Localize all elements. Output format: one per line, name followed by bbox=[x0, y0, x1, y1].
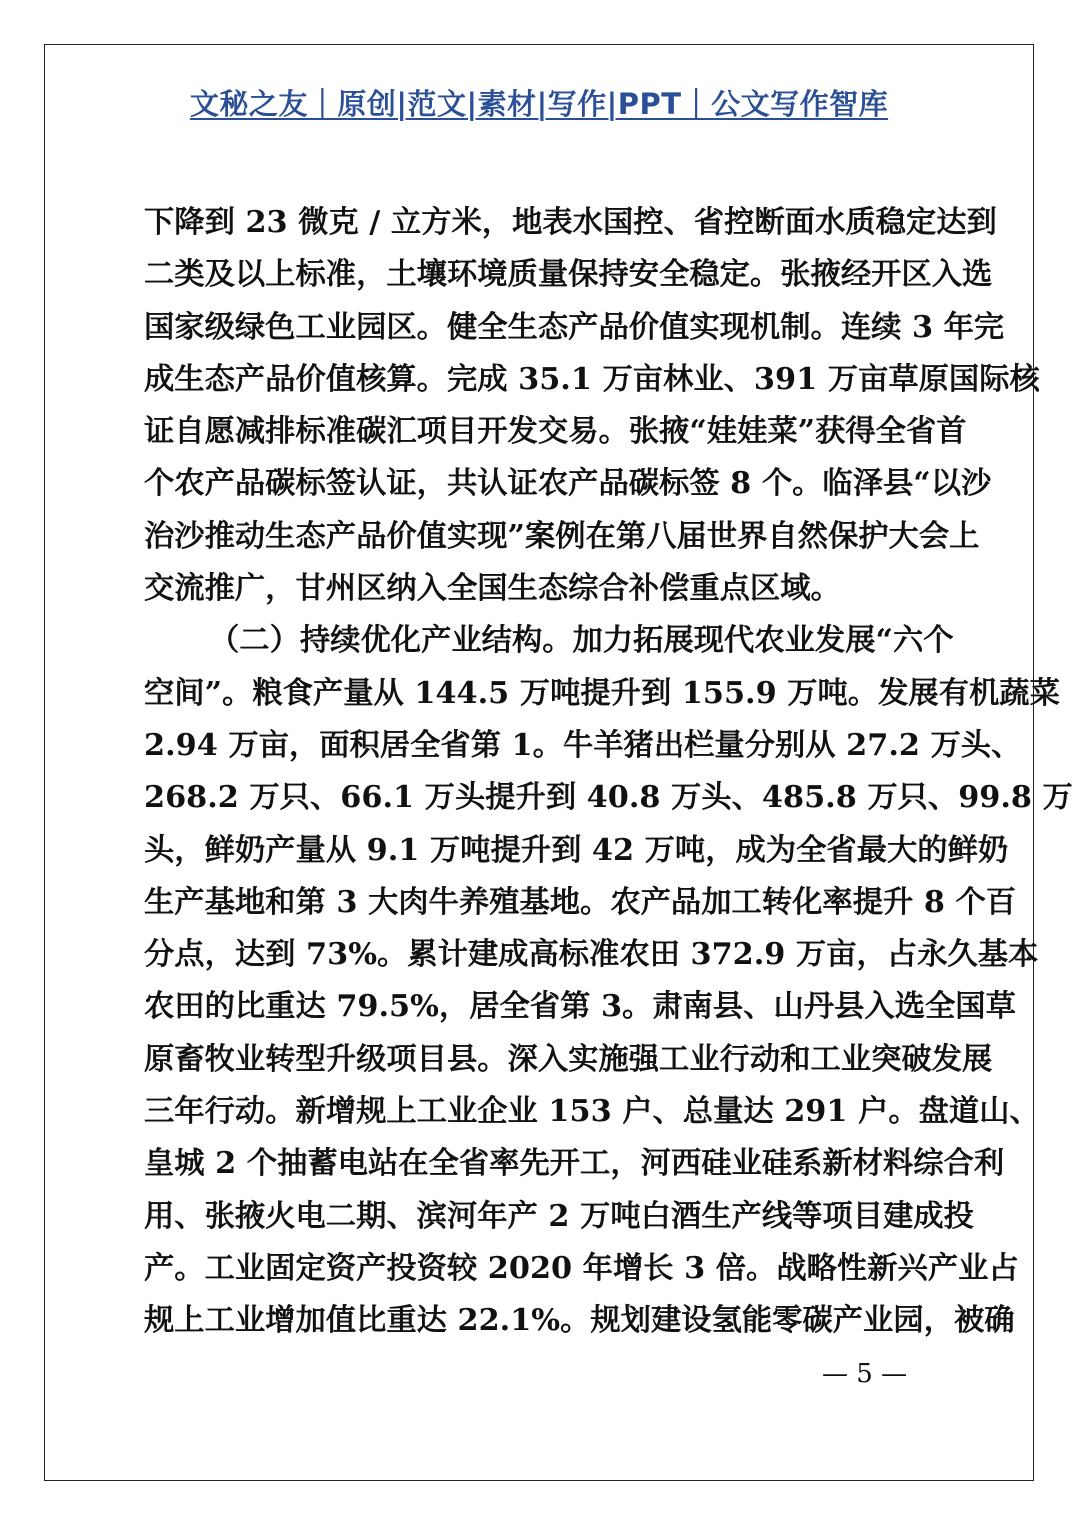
body-line: 2.94 万亩，面积居全省第 1。牛羊猪出栏量分别从 27.2 万头、 bbox=[144, 727, 1022, 763]
body-line: 治沙推动生态产品价值实现”案例在第八届世界自然保护大会上 bbox=[144, 518, 980, 554]
body-line: 皇城 2 个抽蓄电站在全省率先开工，河西硅业硅系新材料综合利 bbox=[144, 1146, 1005, 1182]
body-line: 原畜牧业转型升级项目县。深入实施强工业行动和工业突破发展 bbox=[144, 1041, 993, 1077]
body-line: 规上工业增加值比重达 22.1%。规划建设氢能零碳产业园，被确 bbox=[144, 1303, 1015, 1339]
page-header bbox=[44, 82, 1034, 123]
body-line: 证自愿减排标准碳汇项目开发交易。张掖“娃娃菜”获得全省首 bbox=[144, 414, 967, 450]
body-line: 空间”。粮食产量从 144.5 万吨提升到 155.9 万吨。发展有机蔬菜 bbox=[144, 675, 1060, 711]
body-line: 下降到 23 微克 / 立方米，地表水国控、省控断面水质稳定达到 bbox=[144, 205, 997, 240]
body-line: 头，鲜奶产量从 9.1 万吨提升到 42 万吨，成为全省最大的鲜奶 bbox=[144, 832, 1009, 868]
body-line: 国家级绿色工业园区。健全生态产品价值实现机制。连续 3 年完 bbox=[144, 309, 1005, 345]
body-line: 268.2 万只、66.1 万头提升到 40.8 万头、485.8 万只、99.8 万 bbox=[144, 780, 1073, 816]
body-line: 用、张掖火电二期、滨河年产 2 万吨白酒生产线等项目建成投 bbox=[144, 1198, 974, 1234]
document-body bbox=[144, 197, 1073, 1348]
body-line: 产。工业固定资产投资较 2020 年增长 3 倍。战略性新兴产业占 bbox=[144, 1250, 1019, 1286]
body-line: 成生态产品价值核算。完成 35.1 万亩林业、391 万亩草原国际核 bbox=[144, 361, 1040, 397]
body-line: 交流推广，甘州区纳入全国生态综合补偿重点区域。 bbox=[144, 571, 841, 607]
body-line: 二类及以上标准，土壤环境质量保持安全稳定。张掖经开区入选 bbox=[144, 257, 993, 293]
body-line: 农田的比重达 79.5%，居全省第 3。肃南县、山丹县入选全国草 bbox=[144, 989, 1016, 1025]
body-line: 分点，达到 73%。累计建成高标准农田 372.9 万亩，占永久基本 bbox=[144, 937, 1039, 973]
header-link[interactable]: 文秘之友｜原创|范文|素材|写作|PPT｜公文写作智库 bbox=[189, 87, 889, 121]
page-number: — 5 — bbox=[822, 1359, 908, 1389]
section-heading-line: （二）持续优化产业结构。加力拓展现代农业发展“六个 bbox=[209, 623, 954, 659]
body-line: 个农产品碳标签认证，共认证农产品碳标签 8 个。临泽县“以沙 bbox=[144, 466, 992, 502]
body-line: 三年行动。新增规上工业企业 153 户、总量达 291 户。盘道山、 bbox=[144, 1094, 1040, 1130]
body-line: 生产基地和第 3 大肉牛养殖基地。农产品加工转化率提升 8 个百 bbox=[144, 884, 1017, 920]
